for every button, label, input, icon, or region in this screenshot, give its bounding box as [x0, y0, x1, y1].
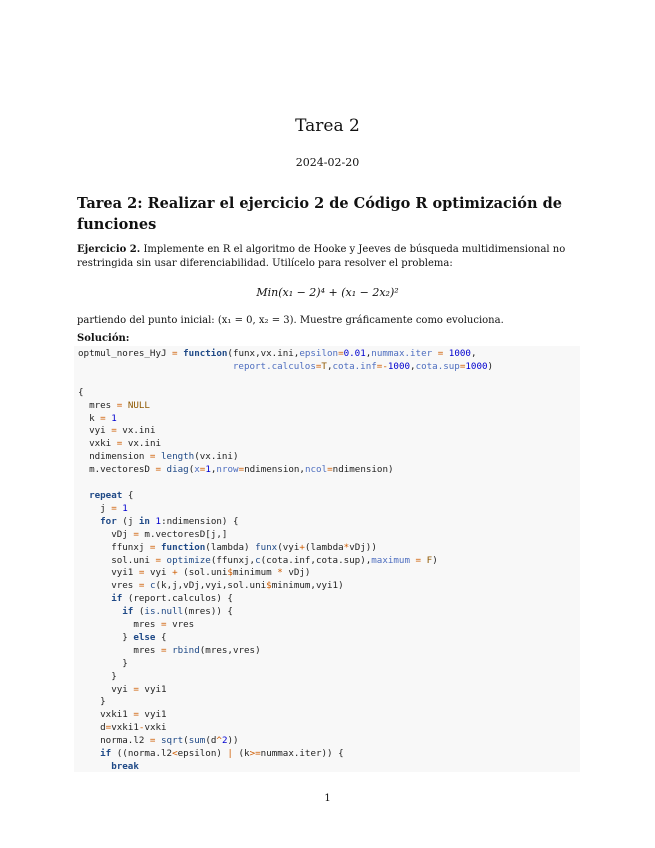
page-number: 1 — [324, 793, 331, 804]
exercise-text: Implemente en R el algoritmo de Hooke y Jeeves de búsqueda multidimensional no restringida sin usar diferenciabilidad. Utilícelo para resolver el problema: — [77, 244, 566, 269]
solution-label: Solución: — [77, 333, 130, 344]
section-heading: Tarea 2: Realizar el ejercicio 2 de Código R optimización de funciones — [77, 195, 562, 233]
exercise-paragraph — [77, 243, 582, 271]
document-date: 2024-02-20 — [295, 156, 360, 169]
starting-point-text: partiendo del punto inicial: (x₁ = 0, x₂ = 3). Muestre gráficamente como evoluciona. — [77, 315, 504, 326]
exercise-label: Ejercicio 2. — [77, 244, 141, 255]
r-code: optmul_nores_HyJ = function(funx,vx.ini,epsilon=0.01,nummax.iter = 1000, report.calculos=T,cota.inf=-1000,cota.sup=1000) { mres = NULL k = 1 vyi = vx.ini vxki = vx.ini ndimension = length(vx.ini) m.vectoresD = diag(x=1,nrow=ndimension,ncol=ndimension) repeat { j = 1 for (j in 1:ndimension) { vDj = m.vectoresD[j,] ffunxj = function(lambda) funx(vyi+(lambda*vDj)) sol.uni = optimize(ffunxj,c(cota.inf,cota.sup),maximum = F) vyi1 = vyi + (sol.uni$minimum * vDj) vres = c(k,j,vDj,vyi,sol.uni$minimum,vyi1) if (report.calculos) { if (is.null(mres)) { mres = vres } else { mres = rbind(mres,vres) } } vyi = vyi1 } vxki1 = vyi1 d=vxki1-vxki norma.l2 = sqrt(sum(d^2)) if ((norma.l2<epsilon) | (k>=nummax.iter)) { break — [78, 348, 494, 772]
code-block — [74, 346, 580, 772]
objective-formula: Min(x₁ − 2)⁴ + (x₁ − 2x₂)² — [256, 286, 399, 299]
document-title: Tarea 2 — [295, 116, 360, 136]
